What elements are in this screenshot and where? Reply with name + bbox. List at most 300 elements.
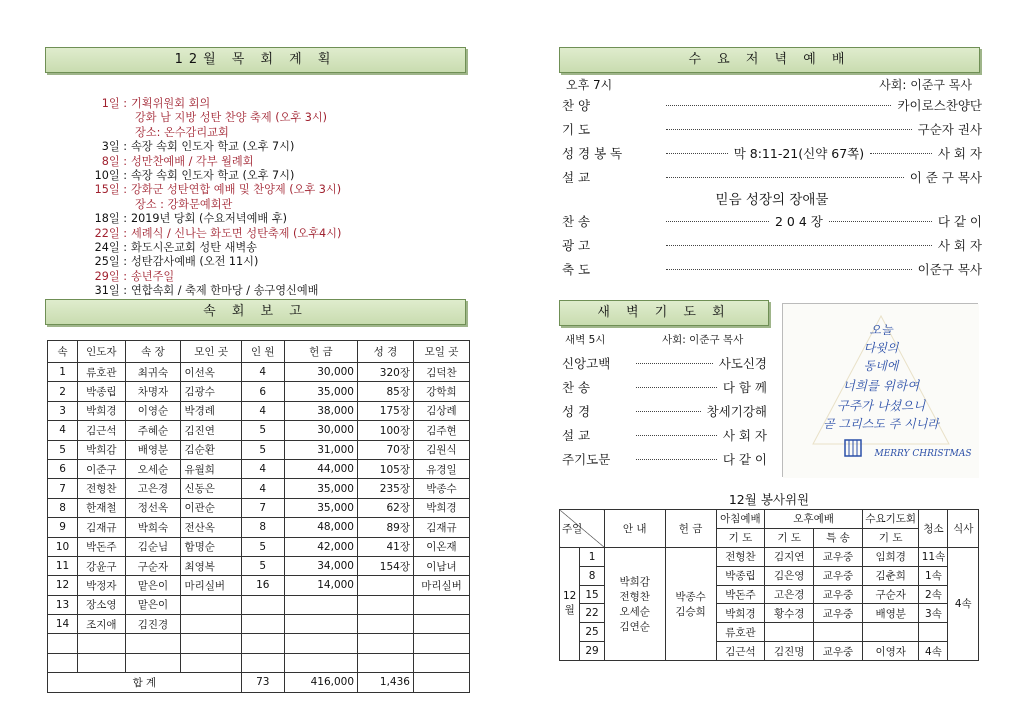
attendance-cell: 김상례	[413, 401, 469, 420]
attendance-row	[48, 653, 470, 672]
attendance-cell: 42,000	[284, 537, 357, 556]
dots	[636, 387, 717, 388]
dawn-line	[562, 352, 767, 374]
attendance-cell: 최영복	[181, 556, 241, 575]
attendance-row	[48, 440, 470, 459]
attendance-cell: 박정자	[78, 576, 125, 595]
service-afternoon: 고은경	[765, 585, 814, 604]
dots	[829, 221, 932, 222]
schedule-item	[68, 270, 488, 284]
attendance-cell	[181, 595, 241, 614]
guide-name: 오세순	[619, 605, 650, 618]
attendance-cell: 85장	[358, 382, 414, 401]
attendance-cell: 유월희	[181, 459, 241, 478]
program-item: 찬 양	[562, 98, 591, 113]
schedule-item	[68, 140, 488, 154]
schedule-text: 송년주일	[131, 269, 175, 283]
total-bible: 1,436	[358, 673, 414, 692]
service-special: 교우중	[814, 547, 863, 566]
service-special: 교우중	[814, 566, 863, 585]
schedule-day	[68, 126, 135, 140]
attendance-cell: 김재규	[78, 518, 125, 537]
service-clean: 1속	[919, 566, 948, 585]
dawn-person: 사도신경	[718, 356, 767, 371]
attendance-cell: 70장	[358, 440, 414, 459]
wednesday-time: 오후 7시	[566, 78, 613, 92]
card-line: 동네에	[863, 359, 899, 373]
service-morning: 박돈주	[716, 585, 765, 604]
program-person: 이 준 구 목사	[909, 170, 982, 185]
attendance-cell: 이관순	[181, 498, 241, 517]
attendance-cell: 2	[48, 382, 78, 401]
attendance-cell	[284, 653, 357, 672]
merry-christmas-text: MERRY CHRISTMAS	[874, 449, 972, 459]
attendance-cell	[358, 595, 414, 614]
schedule-title: 12월 목 회 계 획	[174, 52, 337, 67]
attendance-row	[48, 498, 470, 517]
dawn-item: 성 경	[562, 404, 591, 419]
attendance-header: 성 경	[358, 341, 414, 363]
attendance-cell: 100장	[358, 421, 414, 440]
attendance-cell: 박종립	[78, 382, 125, 401]
program-person: 다 같 이	[937, 214, 983, 229]
service-wednesday: 임희경	[862, 547, 919, 566]
service-afternoon: 김은영	[765, 566, 814, 585]
attendance-cell: 1	[48, 363, 78, 382]
attendance-cell: 김재규	[413, 518, 469, 537]
attendance-row	[48, 459, 470, 478]
dawn-item: 설 교	[562, 428, 591, 443]
attendance-cell	[181, 634, 241, 653]
schedule-day: 10일 :	[94, 169, 127, 183]
attendance-cell: 구순자	[125, 556, 181, 575]
service-row	[560, 547, 979, 566]
program-person: 사 회 자	[937, 146, 982, 161]
service-clean: 11속	[919, 547, 948, 566]
dawn-person: 사 회 자	[722, 428, 767, 443]
attendance-cell: 이영순	[125, 401, 181, 420]
service-meal: 4속	[948, 547, 979, 660]
header-wednesday: 수요기도회	[862, 510, 919, 529]
dots	[666, 153, 728, 154]
schedule-text: 기획위원회 회의	[131, 97, 211, 110]
attendance-cell: 정선옥	[125, 498, 181, 517]
attendance-cell: 48,000	[284, 518, 357, 537]
attendance-header: 모인 곳	[181, 341, 241, 363]
attendance-cell	[284, 615, 357, 634]
attendance-cell	[181, 615, 241, 634]
dawn-line	[562, 448, 767, 470]
attendance-cell: 박경례	[181, 401, 241, 420]
program-item: 설 교	[562, 170, 591, 185]
guide-name: 박희감	[619, 575, 650, 588]
attendance-cell: 전산옥	[181, 518, 241, 537]
dots	[636, 363, 713, 364]
total-offering: 416,000	[284, 673, 357, 692]
attendance-cell	[48, 634, 78, 653]
attendance-cell: 마리실버	[413, 576, 469, 595]
attendance-cell: 류호관	[78, 363, 125, 382]
schedule-day	[68, 111, 135, 125]
attendance-row	[48, 518, 470, 537]
program-line	[562, 118, 982, 140]
attendance-cell	[413, 653, 469, 672]
attendance-cell: 9	[48, 518, 78, 537]
attendance-cell	[241, 634, 284, 653]
attendance-cell: 6	[241, 382, 284, 401]
total-empty	[413, 673, 469, 692]
header-morning: 아침예배	[716, 510, 765, 529]
attendance-row	[48, 421, 470, 440]
attendance-cell: 김근석	[78, 421, 125, 440]
attendance-cell: 박희숙	[125, 518, 181, 537]
guide-name: 김연순	[619, 620, 650, 633]
service-wednesday: 이영자	[862, 642, 919, 661]
program-detail: 2 0 4 장	[774, 214, 823, 229]
dawn-title: 새 벽 기 도 회	[597, 305, 731, 320]
service-wednesday: 김춘희	[862, 566, 919, 585]
program-item: 광 고	[562, 238, 591, 253]
service-clean	[919, 623, 948, 642]
total-label: 합 계	[48, 673, 242, 692]
schedule-text: 2019년 당회 (수요저녁예배 후)	[131, 212, 287, 226]
card-line: 다윗의	[863, 341, 899, 355]
attendance-cell: 5	[241, 556, 284, 575]
service-special	[814, 623, 863, 642]
schedule-day: 31일 :	[94, 284, 127, 298]
attendance-row	[48, 401, 470, 420]
attendance-cell: 38,000	[284, 401, 357, 420]
schedule-day	[68, 198, 135, 212]
service-afternoon: 황수경	[765, 604, 814, 623]
service-morning: 류호관	[716, 623, 765, 642]
header-guide: 안 내	[604, 510, 665, 548]
attendance-cell: 전형찬	[78, 479, 125, 498]
service-morning: 박종립	[716, 566, 765, 585]
schedule-text: 속장 속회 인도자 학교 (오후 7시)	[131, 140, 295, 154]
service-guide	[604, 547, 665, 660]
program-item: 성 경 봉 독	[562, 146, 623, 161]
service-month: 12 월	[560, 547, 580, 660]
attendance-cell: 5	[241, 440, 284, 459]
schedule-day: 18일 :	[94, 212, 127, 226]
schedule-item	[68, 212, 488, 226]
attendance-cell: 320장	[358, 363, 414, 382]
christmas-card	[782, 303, 978, 477]
service-morning: 박희경	[716, 604, 765, 623]
dawn-banner	[559, 300, 769, 326]
attendance-cell: 235장	[358, 479, 414, 498]
attendance-cell: 4	[241, 401, 284, 420]
schedule-day: 24일 :	[94, 241, 127, 255]
attendance-cell: 10	[48, 537, 78, 556]
schedule-item	[68, 255, 488, 269]
schedule-day: 8일 :	[101, 154, 127, 168]
attendance-cell: 김순님	[125, 537, 181, 556]
attendance-cell: 김원식	[413, 440, 469, 459]
service-clean: 3속	[919, 604, 948, 623]
program-line	[562, 94, 982, 116]
attendance-cell: 김진경	[125, 615, 181, 634]
attendance-cell: 6	[48, 459, 78, 478]
attendance-row	[48, 615, 470, 634]
service-wednesday: 배영분	[862, 604, 919, 623]
schedule-banner	[45, 47, 466, 73]
program-item: 찬 송	[562, 214, 591, 229]
christmas-tree-illustration	[783, 304, 979, 478]
attendance-cell: 강학희	[413, 382, 469, 401]
dots	[870, 153, 932, 154]
dots	[636, 435, 717, 436]
service-special: 교우중	[814, 585, 863, 604]
attendance-cell: 함명순	[181, 537, 241, 556]
attendance-cell	[284, 595, 357, 614]
dawn-item: 신앙고백	[562, 356, 611, 371]
dots	[666, 221, 769, 222]
schedule-item	[68, 97, 488, 111]
attendance-header: 속	[48, 341, 78, 363]
header-week: 주일	[560, 510, 605, 548]
attendance-cell: 12	[48, 576, 78, 595]
service-date: 22	[580, 604, 604, 623]
service-offering	[665, 547, 716, 660]
header-meal: 식사	[948, 510, 979, 548]
schedule-item	[68, 155, 488, 169]
service-afternoon: 김진명	[765, 642, 814, 661]
service-title: 12월 봉사위원	[728, 492, 810, 507]
program-line	[562, 234, 982, 256]
attendance-cell: 김순환	[181, 440, 241, 459]
attendance-cell: 최귀숙	[125, 363, 181, 382]
dots	[636, 411, 701, 412]
attendance-cell: 김덕찬	[413, 363, 469, 382]
service-date: 1	[580, 547, 604, 566]
attendance-cell: 오세순	[125, 459, 181, 478]
attendance-title: 속 회 보 고	[203, 304, 308, 319]
attendance-cell: 14	[48, 615, 78, 634]
attendance-header: 인 원	[241, 341, 284, 363]
attendance-cell: 13	[48, 595, 78, 614]
attendance-cell	[284, 634, 357, 653]
dots	[666, 105, 891, 106]
dawn-person: 다 같 이	[722, 452, 767, 467]
attendance-cell: 이준구	[78, 459, 125, 478]
schedule-text: 화도시온교회 성탄 새벽송	[131, 241, 257, 255]
attendance-cell: 11	[48, 556, 78, 575]
attendance-cell: 박희감	[78, 440, 125, 459]
sermon-title: 믿음 성장의 장애물	[715, 192, 829, 208]
attendance-row	[48, 595, 470, 614]
schedule-list	[68, 97, 488, 299]
attendance-cell: 유경일	[413, 459, 469, 478]
service-table	[559, 509, 979, 661]
attendance-cell	[358, 653, 414, 672]
attendance-total-row	[48, 673, 470, 692]
attendance-row	[48, 634, 470, 653]
wednesday-host: 사회: 이준구 목사	[879, 78, 972, 92]
attendance-header: 인도자	[78, 341, 125, 363]
wednesday-banner	[559, 47, 980, 73]
attendance-cell	[125, 634, 181, 653]
wednesday-title: 수 요 저 녁 예 배	[688, 52, 851, 67]
attendance-cell: 35,000	[284, 479, 357, 498]
attendance-cell: 고은경	[125, 479, 181, 498]
attendance-cell: 175장	[358, 401, 414, 420]
schedule-item	[68, 227, 488, 241]
attendance-cell: 30,000	[284, 421, 357, 440]
service-afternoon: 김지연	[765, 547, 814, 566]
attendance-cell	[413, 615, 469, 634]
schedule-day: 22일 :	[94, 226, 127, 240]
offering-name: 박종수	[675, 590, 706, 603]
card-line: 구주가 나셨으니	[836, 398, 926, 413]
dawn-item: 주기도문	[562, 452, 611, 467]
attendance-cell: 5	[48, 440, 78, 459]
service-wednesday	[862, 623, 919, 642]
attendance-cell: 조지애	[78, 615, 125, 634]
attendance-cell: 박종수	[413, 479, 469, 498]
attendance-cell: 이남녀	[413, 556, 469, 575]
schedule-text: 성탄감사예배 (오전 11시)	[131, 255, 259, 269]
dots	[636, 459, 717, 460]
attendance-cell	[358, 576, 414, 595]
service-date: 8	[580, 566, 604, 585]
schedule-day: 25일 :	[94, 255, 127, 269]
attendance-cell: 31,000	[284, 440, 357, 459]
service-date: 25	[580, 623, 604, 642]
attendance-cell: 105장	[358, 459, 414, 478]
attendance-header: 모일 곳	[413, 341, 469, 363]
attendance-cell: 김진연	[181, 421, 241, 440]
header-offering: 헌 금	[665, 510, 716, 548]
attendance-cell: 154장	[358, 556, 414, 575]
attendance-cell: 맡은이	[125, 595, 181, 614]
attendance-cell	[241, 595, 284, 614]
attendance-row	[48, 382, 470, 401]
attendance-cell: 배영분	[125, 440, 181, 459]
attendance-cell: 4	[48, 421, 78, 440]
dawn-host: 사회: 이준구 목사	[662, 334, 744, 346]
attendance-cell: 이온재	[413, 537, 469, 556]
attendance-cell: 44,000	[284, 459, 357, 478]
attendance-cell	[358, 615, 414, 634]
total-people: 73	[241, 673, 284, 692]
schedule-item	[68, 198, 488, 212]
dawn-person: 창세기강해	[706, 404, 767, 419]
service-date: 29	[580, 642, 604, 661]
attendance-cell: 박돈주	[78, 537, 125, 556]
schedule-day: 29일 :	[94, 269, 127, 283]
attendance-cell: 4	[241, 459, 284, 478]
attendance-row	[48, 576, 470, 595]
sub-prayer: 기 도	[765, 528, 814, 547]
attendance-cell: 맡은이	[125, 576, 181, 595]
service-special: 교우중	[814, 642, 863, 661]
attendance-cell: 8	[48, 498, 78, 517]
dawn-item: 찬 송	[562, 380, 591, 395]
dots	[666, 129, 912, 130]
attendance-cell	[78, 653, 125, 672]
service-clean: 2속	[919, 585, 948, 604]
schedule-text: 강화군 성탄연합 예배 및 찬양제 (오후 3시)	[131, 183, 342, 197]
sub-prayer: 기 도	[716, 528, 765, 547]
offering-name: 김승희	[675, 605, 706, 618]
header-afternoon: 오후예배	[765, 510, 863, 529]
attendance-cell: 4	[241, 479, 284, 498]
attendance-cell: 주혜순	[125, 421, 181, 440]
attendance-cell	[78, 634, 125, 653]
service-morning: 전형찬	[716, 547, 765, 566]
attendance-header: 헌 금	[284, 341, 357, 363]
program-person: 이준구 목사	[917, 262, 982, 277]
schedule-day: 15일 :	[94, 183, 127, 197]
sub-prayer: 기 도	[862, 528, 919, 547]
program-person: 카이로스찬양단	[897, 98, 982, 113]
sub-special: 특 송	[814, 528, 863, 547]
program-line	[562, 142, 982, 164]
attendance-cell	[48, 653, 78, 672]
attendance-cell: 41장	[358, 537, 414, 556]
program-line	[562, 210, 982, 232]
attendance-cell: 8	[241, 518, 284, 537]
program-person: 사 회 자	[937, 238, 982, 253]
attendance-cell: 신동은	[181, 479, 241, 498]
attendance-cell: 이선옥	[181, 363, 241, 382]
attendance-cell: 89장	[358, 518, 414, 537]
dots	[666, 177, 904, 178]
card-line: 오늘	[869, 323, 893, 337]
attendance-cell: 3	[48, 401, 78, 420]
attendance-cell: 5	[241, 421, 284, 440]
attendance-cell: 김광수	[181, 382, 241, 401]
schedule-day: 3일 :	[101, 140, 127, 154]
attendance-cell: 35,000	[284, 498, 357, 517]
service-wednesday: 구순자	[862, 585, 919, 604]
service-morning: 김근석	[716, 642, 765, 661]
attendance-cell: 차명자	[125, 382, 181, 401]
schedule-day: 1일 :	[101, 97, 127, 110]
schedule-item	[68, 284, 488, 298]
dawn-time: 새벽 5시	[565, 334, 606, 346]
attendance-cell: 30,000	[284, 363, 357, 382]
dots	[666, 245, 932, 246]
service-clean: 4속	[919, 642, 948, 661]
program-item: 축 도	[562, 262, 591, 277]
dots	[666, 269, 912, 270]
schedule-text: 장소: 온수감리교회	[135, 125, 229, 139]
guide-name: 전형찬	[619, 590, 650, 603]
schedule-item	[68, 183, 488, 197]
attendance-cell	[358, 634, 414, 653]
attendance-row	[48, 363, 470, 382]
attendance-cell	[413, 595, 469, 614]
schedule-text: 연합속회 / 축제 한마당 / 송구영신예배	[131, 284, 319, 298]
attendance-cell: 34,000	[284, 556, 357, 575]
attendance-cell	[241, 615, 284, 634]
schedule-text: 강화 남 지방 성탄 찬양 축제 (오후 3시)	[135, 111, 328, 125]
attendance-cell	[241, 653, 284, 672]
attendance-banner	[45, 299, 466, 325]
attendance-cell	[125, 653, 181, 672]
service-afternoon	[765, 623, 814, 642]
program-detail: 막 8:11-21(신약 67쪽)	[733, 146, 865, 161]
attendance-cell: 7	[48, 479, 78, 498]
dawn-person: 다 함 께	[722, 380, 767, 395]
attendance-cell: 장소영	[78, 595, 125, 614]
attendance-cell: 35,000	[284, 382, 357, 401]
schedule-item	[68, 169, 488, 183]
card-line: 곧 그리스도 주 시니라	[823, 417, 939, 431]
